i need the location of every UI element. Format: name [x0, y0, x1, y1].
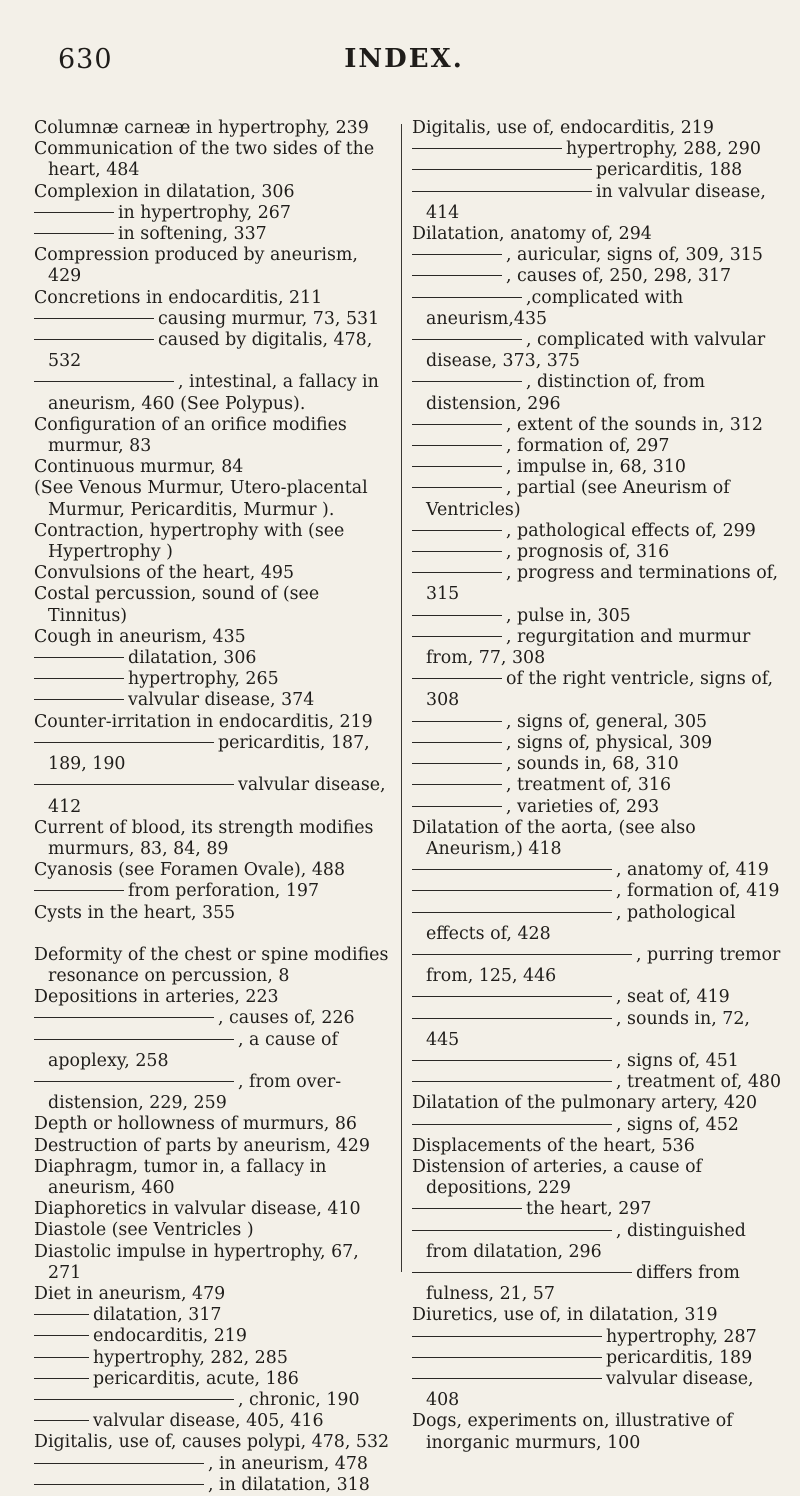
index-entry [412, 1199, 784, 1220]
entry-text: Diastolic impulse in hypertrophy, 67, 271 [34, 1241, 359, 1283]
entry-text: Dilatation of the pulmonary artery, 420 [412, 1093, 758, 1114]
index-entry [34, 1136, 396, 1157]
repeat-dash [34, 1399, 234, 1400]
entry-text: Counter-irritation in endocarditis, 219 [34, 711, 373, 732]
repeat-dash [412, 721, 502, 722]
index-entry [412, 754, 784, 775]
repeat-dash [412, 339, 522, 340]
repeat-dash [412, 148, 562, 149]
repeat-dash [34, 1420, 89, 1421]
index-entry [412, 224, 784, 245]
repeat-dash [412, 1230, 612, 1231]
entry-text: , in dilatation, 318 [208, 1474, 370, 1495]
index-entry [412, 457, 784, 478]
repeat-dash [412, 678, 502, 679]
repeat-dash [34, 381, 174, 382]
repeat-dash [412, 869, 612, 870]
entry-text: , in aneurism, 478 [208, 1453, 368, 1474]
entry-text: Concretions in endocarditis, 211 [34, 287, 323, 308]
repeat-dash [34, 1484, 204, 1485]
index-entry [34, 563, 396, 584]
entry-text: (See Venous Murmur, Utero-placental Murmur, Pericarditis, Murmur ). [34, 478, 368, 520]
entry-text: from perforation, 197 [128, 881, 320, 902]
repeat-dash [412, 742, 502, 743]
entry-text: , seat of, 419 [616, 987, 730, 1008]
index-entry [412, 182, 784, 224]
entry-text: , regurgitation and murmur from, 77, 308 [426, 626, 751, 669]
entry-text: , treatment of, 316 [506, 775, 672, 796]
entry-text: Digitalis, use of, causes polypi, 478, 532 [34, 1432, 390, 1453]
index-entry [412, 1411, 784, 1453]
index-entry [412, 563, 784, 605]
repeat-dash [412, 381, 522, 382]
entry-text: , varieties of, 293 [506, 796, 660, 817]
entry-text: valvular disease, 412 [48, 775, 386, 817]
entry-text: Compression produced by aneurism, 429 [34, 245, 358, 287]
entry-text: dilatation, 317 [93, 1305, 222, 1326]
repeat-dash [412, 1060, 612, 1061]
repeat-dash [412, 530, 502, 531]
repeat-dash [34, 699, 124, 700]
index-entry [412, 1136, 784, 1157]
index-entry [34, 860, 396, 881]
repeat-dash [34, 742, 214, 743]
entry-text: Diuretics, use of, in dilatation, 319 [412, 1305, 718, 1326]
index-entry [34, 139, 396, 181]
index-entry [412, 118, 784, 139]
index-entry [34, 1454, 396, 1475]
entry-text: ,complicated with aneurism,435 [426, 287, 684, 329]
entry-text: , formation of, 297 [506, 436, 670, 457]
repeat-dash [412, 1081, 612, 1082]
index-entry [412, 1263, 784, 1305]
repeat-dash [412, 551, 502, 552]
page-header [0, 44, 800, 84]
index-entry [412, 478, 784, 520]
index-entry [412, 288, 784, 330]
entry-text: caused by digitalis, 478, 532 [48, 330, 373, 372]
index-entry [34, 648, 396, 669]
repeat-dash [412, 763, 502, 764]
entry-text: dilatation, 306 [128, 648, 257, 669]
index-entry [412, 372, 784, 414]
index-entry [412, 818, 784, 860]
index-entry [412, 542, 784, 563]
entry-text: Costal percussion, sound of (see Tinnitus) [34, 584, 320, 626]
index-entry [412, 139, 784, 160]
repeat-dash [34, 1335, 89, 1336]
index-entry [412, 1115, 784, 1136]
entry-text: Columnæ carneæ in hypertrophy, 239 [34, 118, 369, 138]
index-entry [34, 1072, 396, 1114]
repeat-dash [412, 169, 592, 170]
entry-text: Diaphragm, tumor in, a fallacy in aneurism, 460 [34, 1156, 327, 1198]
entry-text: hypertrophy, 282, 285 [93, 1347, 288, 1368]
repeat-dash [412, 572, 502, 573]
entry-text: pericarditis, 188 [596, 160, 743, 181]
repeat-dash [412, 1018, 612, 1019]
column-divider [401, 124, 402, 1272]
repeat-dash [412, 1378, 602, 1379]
index-entry [34, 1475, 396, 1496]
index-entry [34, 1220, 396, 1241]
repeat-dash [34, 890, 124, 891]
index-entry [34, 1411, 396, 1432]
entry-text: Convulsions of the heart, 495 [34, 563, 295, 584]
entry-text: , sounds in, 68, 310 [506, 754, 679, 775]
repeat-dash [412, 424, 502, 425]
repeat-dash [34, 1463, 204, 1464]
entry-text: of the right ventricle, signs of, 308 [426, 669, 774, 711]
index-entry [34, 288, 396, 309]
index-entry [34, 521, 396, 563]
repeat-dash [34, 1081, 234, 1082]
index-entry [34, 182, 396, 203]
index-entry [34, 457, 396, 478]
entry-text: Depositions in arteries, 223 [34, 987, 279, 1008]
entry-text: Diastole (see Ventricles ) [34, 1220, 254, 1241]
index-entry [34, 945, 396, 987]
index-entry [412, 669, 784, 711]
repeat-dash [412, 487, 502, 488]
index-entry [412, 987, 784, 1008]
repeat-dash [34, 1378, 89, 1379]
entry-text: pericarditis, 189 [606, 1347, 753, 1368]
index-entry [34, 1242, 396, 1284]
entry-text: , sounds in, 72, 445 [426, 1008, 750, 1050]
entry-text: , treatment of, 480 [616, 1072, 782, 1093]
index-entry [34, 690, 396, 711]
entry-text: Deformity of the chest or spine modifies resonance on percussion, 8 [34, 944, 389, 986]
repeat-dash [412, 954, 632, 955]
entry-text: Cyanosis (see Foramen Ovale), 488 [34, 860, 346, 881]
index-entry [412, 627, 784, 669]
repeat-dash [34, 1357, 89, 1358]
index-entry [34, 1157, 396, 1199]
repeat-dash [412, 890, 612, 891]
repeat-dash [412, 297, 522, 298]
entry-text: Continuous murmur, 84 [34, 457, 244, 478]
entry-text: Diaphoretics in valvular disease, 410 [34, 1199, 361, 1220]
index-entry [34, 903, 396, 924]
entry-text: Contraction, hypertrophy with (see Hypertrophy ) [34, 520, 345, 563]
entry-text: , pulse in, 305 [506, 605, 631, 626]
repeat-dash [412, 615, 502, 616]
index-entry [34, 584, 396, 626]
repeat-dash [412, 445, 502, 446]
entry-text: Cysts in the heart, 355 [34, 902, 236, 923]
entry-text: , impulse in, 68, 310 [506, 457, 686, 478]
entry-text: , signs of, 452 [616, 1114, 739, 1135]
index-entry [412, 266, 784, 287]
index-entry [412, 1369, 784, 1411]
index-entry [412, 1009, 784, 1051]
entry-text: valvular disease, 374 [128, 690, 315, 711]
entry-text: Cough in aneurism, 435 [34, 626, 246, 647]
index-entry [412, 606, 784, 627]
repeat-dash [34, 657, 124, 658]
index-column-right [412, 118, 784, 1454]
entry-text: , causes of, 226 [218, 1008, 355, 1029]
index-entry [412, 945, 784, 987]
repeat-dash [412, 636, 502, 637]
index-entry [412, 797, 784, 818]
index-entry [34, 1432, 396, 1453]
index-entry [34, 712, 396, 733]
index-entry [34, 733, 396, 775]
index-entry [412, 330, 784, 372]
index-entry [412, 903, 784, 945]
entry-text: Dogs, experiments on, illustrative of inorganic murmurs, 100 [412, 1411, 733, 1453]
entry-text: , causes of, 250, 298, 317 [506, 266, 732, 287]
index-entry [412, 1157, 784, 1199]
entry-text: Displacements of the heart, 536 [412, 1135, 695, 1156]
index-entry [34, 1326, 396, 1347]
entry-text: , a cause of apoplexy, 258 [48, 1029, 338, 1071]
entry-text: causing murmur, 73, 531 [158, 308, 380, 329]
page-number: 630 [58, 44, 113, 75]
repeat-dash [34, 784, 234, 785]
index-entry [34, 1030, 396, 1072]
repeat-dash [412, 806, 502, 807]
index-entry [34, 627, 396, 648]
index-entry [412, 436, 784, 457]
entry-text: , progress and terminations of, 315 [426, 563, 779, 605]
repeat-dash [412, 1272, 632, 1273]
entry-text: , partial (see Aneurism of Ventricles) [426, 478, 730, 520]
entry-text: , pathological effects of, 428 [426, 902, 736, 944]
entry-text: , chronic, 190 [238, 1389, 360, 1410]
entry-text: Complexion in dilatation, 306 [34, 181, 295, 202]
index-entry [412, 733, 784, 754]
entry-text: Digitalis, use of, endocarditis, 219 [412, 118, 714, 138]
index-entry [34, 1390, 396, 1411]
index-entry [412, 160, 784, 181]
index-entry [412, 860, 784, 881]
index-entry [34, 1348, 396, 1369]
entry-text: valvular disease, 405, 416 [93, 1411, 324, 1432]
index-entry [34, 1305, 396, 1326]
repeat-dash [34, 212, 114, 213]
entry-text: , signs of, physical, 309 [506, 732, 713, 753]
index-entry [412, 775, 784, 796]
entry-text: Communication of the two sides of the heart, 484 [34, 139, 375, 181]
repeat-dash [412, 191, 592, 192]
index-entry [412, 1051, 784, 1072]
entry-text: pericarditis, 187, 189, 190 [48, 732, 370, 775]
entry-text: , distinction of, from distension, 296 [426, 372, 705, 414]
entry-text: pericarditis, acute, 186 [93, 1368, 299, 1389]
index-entry [34, 987, 396, 1008]
entry-text: Diet in aneurism, 479 [34, 1283, 226, 1304]
entry-text: , distinguished from dilatation, 296 [426, 1220, 746, 1262]
repeat-dash [412, 254, 502, 255]
index-entry [34, 818, 396, 860]
index-entry [412, 1072, 784, 1093]
repeat-dash [34, 678, 124, 679]
entry-text: differs from fulness, 21, 57 [426, 1262, 740, 1305]
index-entry [412, 881, 784, 902]
entry-text: Configuration of an orifice modifies murmur, 83 [34, 414, 347, 457]
repeat-dash [412, 466, 502, 467]
entry-text: Distension of arteries, a cause of depositions, 229 [412, 1156, 702, 1199]
entry-text: in valvular disease, 414 [426, 181, 766, 223]
entry-text: hypertrophy, 265 [128, 669, 279, 690]
index-entry [34, 924, 396, 945]
index-entry [34, 309, 396, 330]
index-entry [34, 1284, 396, 1305]
entry-text: in hypertrophy, 267 [118, 202, 291, 223]
entry-text: Depth or hollowness of murmurs, 86 [34, 1114, 357, 1135]
index-entry [412, 712, 784, 733]
repeat-dash [412, 1357, 602, 1358]
entry-text: , pathological effects of, 299 [506, 520, 756, 541]
index-entry [34, 775, 396, 817]
entry-text: , complicated with valvular disease, 373, 375 [426, 330, 766, 372]
entry-text: hypertrophy, 287 [606, 1326, 757, 1347]
entry-text: , from over-distension, 229, 259 [48, 1071, 342, 1114]
entry-text: , signs of, general, 305 [506, 711, 708, 732]
index-entry [34, 224, 396, 245]
index-entry [34, 203, 396, 224]
running-head: INDEX. [344, 44, 464, 74]
index-entry [412, 521, 784, 542]
entry-text: Current of blood, its strength modifies murmurs, 83, 84, 89 [34, 817, 374, 859]
index-entry [412, 1093, 784, 1114]
entry-text: hypertrophy, 288, 290 [566, 139, 761, 160]
repeat-dash [34, 233, 114, 234]
index-entry [34, 1369, 396, 1390]
repeat-dash [412, 996, 612, 997]
entry-text: the heart, 297 [526, 1199, 652, 1220]
entry-text: , auricular, signs of, 309, 315 [506, 245, 763, 266]
index-entry [34, 118, 396, 139]
index-entry [412, 245, 784, 266]
index-entry [412, 1305, 784, 1326]
repeat-dash [412, 1208, 522, 1209]
entry-text: , intestinal, a fallacy in aneurism, 460 (See Polypus). [48, 372, 379, 414]
repeat-dash [412, 1336, 602, 1337]
entry-text: , signs of, 451 [616, 1050, 739, 1071]
index-entry [34, 1114, 396, 1135]
index-entry [34, 881, 396, 902]
entry-text: , formation of, 419 [616, 881, 780, 902]
index-entry [34, 669, 396, 690]
index-entry [412, 1221, 784, 1263]
index-entry [34, 1008, 396, 1029]
index-entry [34, 1199, 396, 1220]
index-column-left [34, 118, 396, 1496]
entry-text: , extent of the sounds in, 312 [506, 414, 763, 435]
index-entry [412, 415, 784, 436]
entry-text: endocarditis, 219 [93, 1326, 247, 1347]
entry-text: Destruction of parts by aneurism, 429 [34, 1135, 370, 1156]
repeat-dash [412, 275, 502, 276]
entry-text: in softening, 337 [118, 224, 267, 245]
index-entry [412, 1348, 784, 1369]
repeat-dash [34, 1314, 89, 1315]
repeat-dash [412, 784, 502, 785]
entry-text: , anatomy of, 419 [616, 860, 769, 881]
entry-text: , purring tremor from, 125, 446 [426, 944, 781, 987]
index-entry [34, 478, 396, 520]
repeat-dash [34, 339, 154, 340]
repeat-dash [412, 1124, 612, 1125]
repeat-dash [34, 318, 154, 319]
repeat-dash [34, 1039, 234, 1040]
entry-text: valvular disease, 408 [426, 1368, 754, 1411]
index-entry [412, 1327, 784, 1348]
index-entry [34, 372, 396, 414]
repeat-dash [34, 1017, 214, 1018]
entry-text: Dilatation of the aorta, (see also Aneurism,) 418 [412, 817, 696, 859]
index-entry [34, 330, 396, 372]
repeat-dash [412, 912, 612, 913]
entry-text: , prognosis of, 316 [506, 542, 670, 563]
entry-text: Dilatation, anatomy of, 294 [412, 224, 652, 245]
index-entry [34, 415, 396, 457]
index-entry [34, 245, 396, 287]
